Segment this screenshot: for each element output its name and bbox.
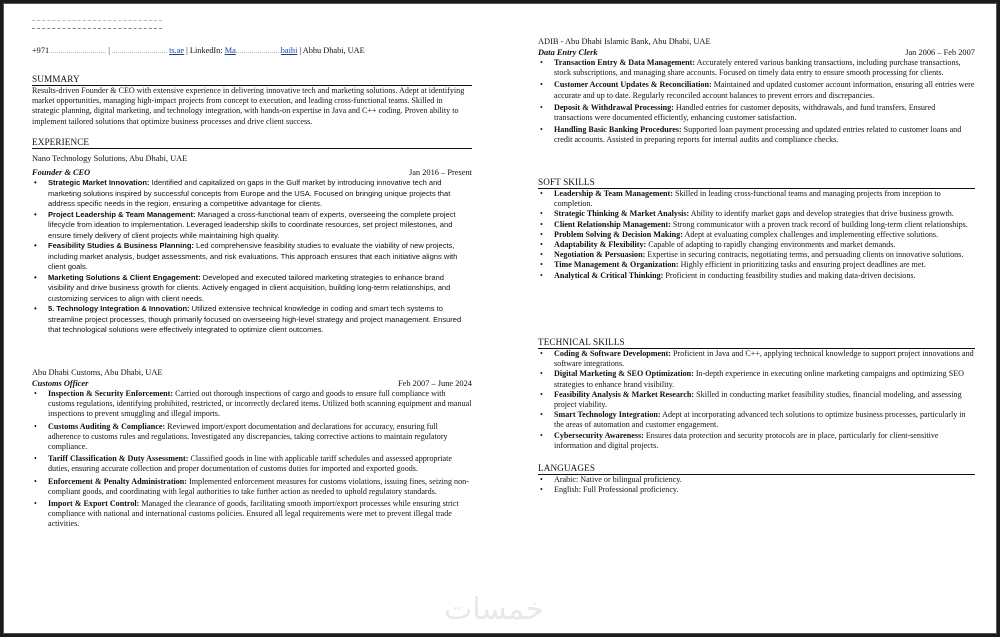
skill-head: Feasibility Analysis & Market Research:	[554, 389, 695, 399]
skill-text: Strong communicator with a proven track record of building long-term client relationships.	[670, 219, 968, 229]
list-item	[538, 58, 975, 78]
skill-text: Skilled in leading cross-functional teams and managing projects from inception to completion.	[554, 189, 941, 209]
summary-section	[32, 74, 472, 127]
separator: |	[186, 46, 188, 55]
redacted-phone	[51, 46, 106, 53]
bullet-text: Managed a cross-functional team of experts, overseeing the complete project lifecycle from ideation to implementation. Leveraged leadership skills to coordinate resources, set project milestones, and ensure timely delivery of client projects while maintaining high quality.	[48, 209, 456, 240]
bullet-head: Customer Account Updates & Reconciliation:	[554, 80, 712, 90]
soft-skills-list	[538, 189, 975, 281]
skill-text: Capable of adapting to rapidly changing environments and market demands.	[646, 240, 896, 250]
skill-head: Time Management & Organization:	[554, 260, 679, 270]
skill-text: Adept at evaluating complex challenges and implementing effective solutions.	[682, 229, 939, 239]
bullet-head: 5. Technology Integration & Innovation:	[48, 304, 190, 313]
languages-list	[538, 475, 975, 495]
job-org: ADIB - Abu Dhabi Islamic Bank, Abu Dhabi, UAE	[538, 37, 711, 46]
location: Abhu Dhabi, UAE	[302, 46, 365, 55]
skill-head: Client Relationship Management:	[554, 219, 671, 229]
job-org: Abu Dhabi Customs, Abu Dhabi, UAE	[32, 368, 163, 377]
experience-section	[32, 137, 472, 336]
bullet-head: Project Leadership & Team Management:	[48, 209, 196, 219]
skill-head: Cybersecurity Awareness:	[554, 430, 644, 440]
list-item	[538, 431, 975, 451]
bullet-head: Handling Basic Banking Procedures:	[554, 125, 682, 135]
list-item	[538, 80, 975, 100]
language-name: English:	[554, 485, 581, 495]
skill-head: Adaptability & Flexibility:	[554, 240, 647, 250]
skill-head: Negotiation & Persuasion:	[554, 250, 646, 260]
list-item	[538, 390, 975, 410]
list-item	[32, 389, 472, 420]
bullet-text: Reviewed import/export documentation and declarations for accuracy, ensuring full adherence to customs rules and regulations. Investigated any discrepancies, taking corrective actions to maintain regulatory compliance.	[48, 421, 448, 452]
section-title: SOFT SKILLS	[538, 177, 975, 189]
soft-skills-section	[538, 177, 975, 281]
skill-text: Expertise in securing contracts, negotiating terms, and persuading clients on innovative solutions.	[645, 250, 964, 260]
redacted-name	[32, 20, 162, 29]
list-item	[538, 475, 975, 485]
skill-text: Adept at incorporating advanced tech solutions to optimize business processes, particularly in the areas of automation and customer engagement.	[554, 410, 966, 430]
bullet-text: Identified and capitalized on gaps in the Gulf market by introducing innovative tech and marketing solutions inspired by successful concepts from Europe and the USA. Focused on bringing unique projects that address specific needs in the region, ensuring a competitive advantage for clients.	[48, 178, 451, 208]
list-item	[32, 454, 472, 474]
bullet-text: Led comprehensive feasibility studies to evaluate the viability of new projects, including market analysis, budget assessments, and risk evaluations. This approach ensures that each initiative aligns with client goals.	[48, 241, 458, 271]
watermark-logo: خمسات	[444, 592, 545, 627]
linkedin-start: Ma	[224, 46, 236, 55]
skill-text: Proficient in conducting feasibility studies and making data-driven decisions.	[663, 270, 916, 280]
job-role-line	[32, 168, 472, 179]
linkedin-link[interactable]	[225, 46, 298, 55]
list-item	[32, 304, 472, 336]
section-title: TECHNICAL SKILLS	[538, 337, 975, 349]
separator: |	[108, 46, 110, 55]
bullet-head: Import & Export Control:	[48, 499, 140, 509]
bullet-head: Customs Auditing & Compliance:	[48, 421, 166, 431]
skill-head: Strategic Thinking & Market Analysis:	[554, 209, 690, 219]
list-item	[32, 241, 472, 273]
job-bullets	[538, 58, 975, 146]
resume-page	[3, 3, 997, 634]
list-item	[538, 250, 975, 260]
separator: |	[299, 46, 302, 55]
bullet-head: Transaction Entry & Data Management:	[554, 58, 696, 67]
list-item	[538, 209, 975, 219]
job-org: Nano Technology Solutions, Abu Dhabi, UAE	[32, 154, 188, 163]
skill-text: Skilled in conducting market feasibility studies, financial modeling, and assessing project viability.	[554, 389, 962, 410]
list-item	[32, 422, 472, 453]
list-item	[538, 349, 975, 369]
job-bullets	[32, 389, 472, 530]
bullet-text: Utilized extensive technical knowledge in coding and smart tech systems to streamline project processes, though primarily focused on overseeing high-level strategy and project management. Ensured that technological solutions were effectively integrated to optimize client outcomes.	[48, 304, 462, 334]
language-name: Arabic:	[554, 475, 579, 484]
job-dates: Feb 2007 – June 2024	[398, 378, 472, 388]
skill-head: Problem Solving & Decision Making:	[554, 229, 683, 239]
phone: +971	[32, 46, 50, 55]
language-level: Full Professional proficiency.	[580, 485, 679, 495]
section-title: EXPERIENCE	[32, 137, 472, 149]
bullet-text: Managed the clearance of goods, facilitating smooth import/export processes while ensuring strict compliance with national and international customs policies. Ensured all legal requirements were met to prevent illegal trade activities.	[48, 499, 459, 529]
bullet-text: Implemented enforcement measures for customs violations, issuing fines, seizing non-compliant goods, and coordinating with legal authorities to take further action as needed to uphold regulatory standards.	[48, 476, 469, 496]
technical-skills-section	[538, 337, 975, 451]
job-dates: Jan 2006 – Feb 2007	[905, 47, 975, 57]
job-dates: Jan 2016 – Present	[408, 167, 472, 177]
skill-head: Smart Technology Integration:	[554, 410, 661, 420]
job-role: Customs Officer	[32, 378, 89, 388]
summary-text: Results-driven Founder & CEO with extensive experience in delivering innovative tech and marketing solutions. Adept at identifying market opportunities, managing high-impact projects from concept to execution, and leading cross-functional teams. Skilled in strategic planning, digital marketing, and technology integration, with hands-on expertise in Java and C++ coding. Proven ability to implement tailored solutions that optimize business processes and drive client success.	[32, 86, 465, 126]
skill-text: Proficient in Java and C++, applying technical knowledge to support project innovations and software integrations.	[554, 349, 974, 369]
list-item	[538, 103, 975, 123]
job-bullets	[32, 178, 472, 336]
linkedin-end: baihi	[280, 46, 298, 55]
bullet-head: Inspection & Security Enforcement:	[48, 389, 174, 398]
email-link[interactable]: ts.ae	[169, 46, 185, 55]
list-item	[32, 178, 472, 210]
bullet-text: Handled entries for customer deposits, withdrawals, and fund transfers. Ensured transactions were documented efficiently, enhancing customer satisfaction.	[554, 102, 936, 123]
list-item	[538, 410, 975, 430]
list-item	[538, 260, 975, 270]
list-item	[538, 485, 975, 495]
skill-head: Analytical & Critical Thinking:	[554, 270, 664, 280]
bullet-head: Deposit & Withdrawal Processing:	[554, 102, 674, 112]
list-item	[538, 369, 975, 389]
bullet-text: Supported loan payment processing and updated entries related to customer loans and credit accounts. Assisted in preparing reports for internal audits and compliance checks.	[554, 125, 962, 145]
languages-section	[538, 463, 975, 495]
skill-text: Highly efficient in prioritizing tasks and ensuring project deadlines are met.	[678, 260, 926, 270]
skill-text: Ensures data protection and security protocols are in place, particularly for client-sensitive information and digital projects.	[554, 430, 939, 450]
technical-skills-list	[538, 349, 975, 451]
skill-text: Ability to identify market gaps and develop strategies that drive business growth.	[689, 209, 954, 219]
skill-head: Digital Marketing & SEO Optimization:	[554, 369, 694, 379]
list-item	[32, 477, 472, 497]
list-item	[538, 240, 975, 250]
job-customs	[32, 368, 472, 530]
skill-head: Leadership & Team Management:	[554, 189, 673, 198]
bullet-text: Maintained and updated customer account information, ensuring all entries were accurate and up to date. Regularly reconciled account balances to prevent errors and discrepancies.	[554, 80, 975, 100]
bullet-head: Tariff Classification & Duty Assessment:	[48, 454, 189, 464]
list-item	[32, 273, 472, 305]
list-item	[32, 499, 472, 530]
list-item	[538, 189, 975, 209]
job-role: Data Entry Clerk	[538, 47, 598, 57]
job-adib	[538, 37, 975, 146]
job-role-line	[32, 379, 472, 390]
list-item	[538, 271, 975, 281]
bullet-text: Classified goods in line with applicable tariff schedules and assessed appropriate duties, ensuring accurate collection and proper documentation of customs duties for imported and exported goods.	[48, 454, 452, 474]
skill-text: In-depth experience in executing online marketing campaigns and optimizing SEO strategies to enhance brand visibility.	[554, 369, 965, 389]
bullet-head: Enforcement & Penalty Administration:	[48, 476, 188, 486]
contact-line	[32, 46, 365, 55]
skill-head: Coding & Software Development:	[554, 349, 671, 358]
bullet-head: Strategic Market Innovation:	[48, 178, 150, 187]
bullet-text: Carried out thorough inspections of cargo and goods to ensure full compliance with customs regulations, identifying prohibited, restricted, or incorrectly declared items. Utilized both scanning equipment and manual inspections to prevent smuggling and illegal imports.	[48, 389, 472, 419]
bullet-head: Feasibility Studies & Business Planning:	[48, 241, 194, 250]
section-title: SUMMARY	[32, 74, 472, 86]
job-role-line	[538, 48, 975, 59]
linkedin-label: LinkedIn:	[189, 46, 223, 55]
job-role: Founder & CEO	[32, 167, 91, 177]
bullet-text: Accurately entered various banking transactions, including purchase transactions, stock subscriptions, and managing share accounts. Focused on timely data entry to ensure smooth processing for clients.	[554, 58, 961, 78]
redacted-linkedin	[236, 46, 281, 53]
list-item	[538, 220, 975, 230]
bullet-text: Developed and executed tailored marketing strategies to enhance brand visibility and drive business growth for clients. Actively engaged in client acquisition, building long-term relationships, and customizing services to align with client needs.	[48, 272, 451, 303]
language-level: Native or bilingual proficiency.	[578, 475, 682, 484]
bullet-head: Marketing Solutions & Client Engagement:	[48, 272, 201, 282]
list-item	[32, 210, 472, 242]
redacted-email	[112, 46, 167, 53]
section-title: LANGUAGES	[538, 463, 975, 475]
list-item	[538, 230, 975, 240]
list-item	[538, 125, 975, 145]
